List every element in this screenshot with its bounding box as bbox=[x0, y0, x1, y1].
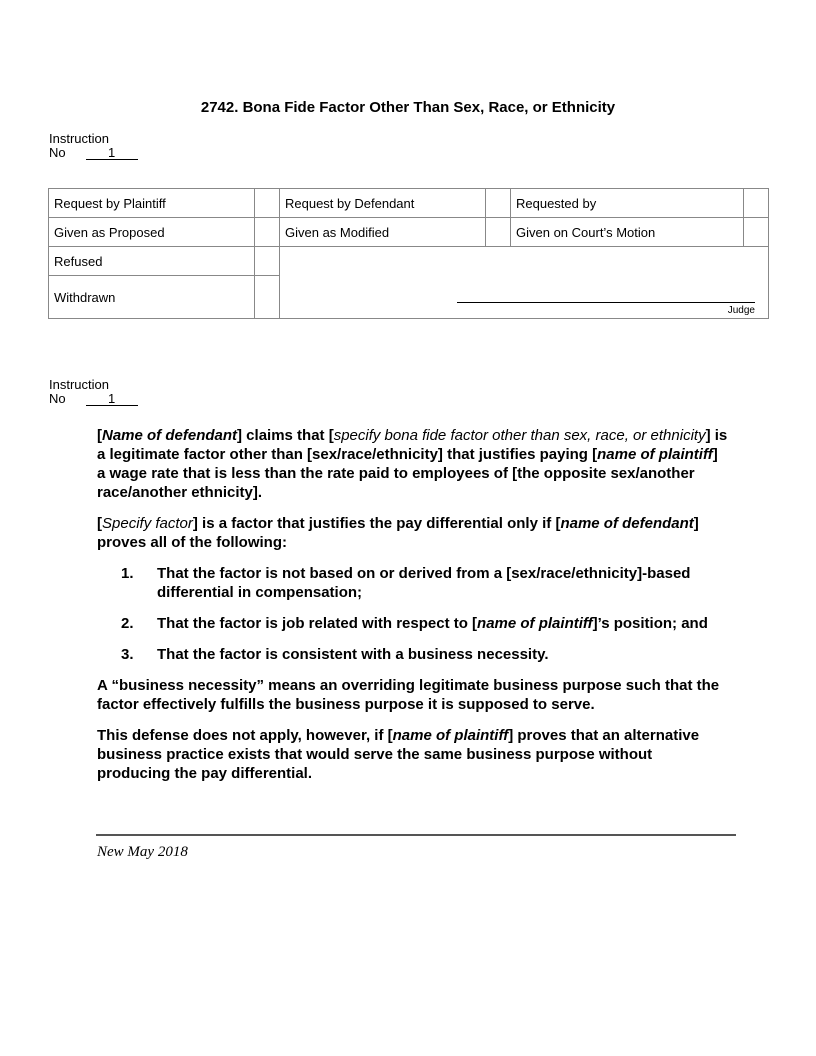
paragraph-text: ] is a legitimate factor other than [sex/race/ethnicity] that justifies paying [ bbox=[97, 427, 728, 463]
bracket: [ bbox=[97, 427, 102, 444]
paragraph-business-necessity: A “business necessity” means an overriding legitimate business purpose such that the factor effectively fulfills the business purpose it is supposed to serve. bbox=[97, 677, 720, 713]
placeholder-bona-fide-factor: specify bona fide factor other than sex, race, or ethnicity bbox=[333, 427, 706, 444]
instruction-number-block bbox=[49, 132, 138, 160]
paragraph-text: ] proves all of the following: bbox=[97, 515, 699, 551]
list-item-text: That the factor is consistent with a business necessity. bbox=[157, 646, 549, 663]
placeholder-name-of-plaintiff: name of plaintiff bbox=[597, 446, 713, 463]
list-item-text: That the factor is not based on or derived from a [sex/race/ethnicity]-based differential in compensation; bbox=[157, 565, 691, 601]
given-on-courts-motion-label: Given on Court’s Motion bbox=[511, 218, 744, 247]
paragraph-text: ] claims that [ bbox=[237, 427, 334, 444]
instruction-body bbox=[97, 426, 729, 795]
paragraph-text: This defense does not apply, however, if [ bbox=[97, 727, 393, 744]
revision-note: New May 2018 bbox=[97, 844, 188, 860]
list-item-number: 1. bbox=[121, 565, 134, 582]
elements-list bbox=[97, 564, 729, 664]
list-item bbox=[97, 564, 729, 602]
list-item-text: ]’s position; and bbox=[592, 615, 708, 632]
bracket: [ bbox=[97, 515, 102, 532]
no-label: No bbox=[49, 145, 66, 160]
page-title: 2742. Bona Fide Factor Other Than Sex, Race, or Ethnicity bbox=[200, 99, 616, 116]
instruction-label: Instruction bbox=[49, 131, 109, 146]
request-by-plaintiff-label: Request by Plaintiff bbox=[49, 189, 255, 218]
placeholder-name-of-plaintiff: name of plaintiff bbox=[477, 615, 593, 632]
given-as-proposed-checkbox[interactable] bbox=[255, 218, 280, 247]
given-on-courts-motion-checkbox[interactable] bbox=[744, 218, 769, 247]
list-item bbox=[97, 614, 729, 633]
list-item-number: 2. bbox=[121, 615, 134, 632]
divider bbox=[96, 834, 736, 836]
given-as-proposed-label: Given as Proposed bbox=[49, 218, 255, 247]
withdrawn-label: Withdrawn bbox=[49, 276, 255, 319]
paragraph-claim bbox=[97, 426, 729, 502]
judge-signature-line[interactable] bbox=[457, 302, 755, 303]
instruction-number: 1 bbox=[86, 147, 138, 160]
list-item bbox=[97, 645, 729, 664]
refused-checkbox[interactable] bbox=[255, 247, 280, 276]
request-by-defendant-label: Request by Defendant bbox=[280, 189, 486, 218]
placeholder-name-of-defendant: name of defendant bbox=[560, 515, 694, 532]
placeholder-specify-factor: Specify factor bbox=[102, 515, 193, 532]
requested-by-checkbox[interactable] bbox=[744, 189, 769, 218]
request-by-plaintiff-checkbox[interactable] bbox=[255, 189, 280, 218]
paragraph-text: ] a wage rate that is less than the rate paid to employees of [the opposite sex/another race/another ethnicity]. bbox=[97, 446, 718, 501]
judge-label: Judge bbox=[727, 305, 755, 316]
instruction-number-block-2 bbox=[49, 378, 138, 406]
paragraph-defense bbox=[97, 726, 729, 783]
instruction-number-2: 1 bbox=[86, 393, 138, 406]
list-item-text: That the factor is job related with respect to [ bbox=[157, 615, 478, 632]
judge-signature-cell bbox=[280, 247, 769, 319]
refused-label: Refused bbox=[49, 247, 255, 276]
paragraph-text: ] proves that an alternative business practice exists that would serve the same business purpose without producing the pay differential. bbox=[97, 727, 700, 782]
request-by-defendant-checkbox[interactable] bbox=[486, 189, 511, 218]
placeholder-name-of-defendant: Name of defendant bbox=[102, 427, 238, 444]
requested-by-label: Requested by bbox=[511, 189, 744, 218]
instruction-no-row bbox=[49, 146, 138, 160]
paragraph-factor bbox=[97, 514, 729, 552]
withdrawn-checkbox[interactable] bbox=[255, 276, 280, 319]
instruction-label-2: Instruction bbox=[49, 377, 109, 392]
paragraph-text: ] is a factor that justifies the pay differential only if [ bbox=[192, 515, 561, 532]
placeholder-name-of-plaintiff: name of plaintiff bbox=[392, 727, 509, 744]
no-label-2: No bbox=[49, 391, 66, 406]
given-as-modified-label: Given as Modified bbox=[280, 218, 486, 247]
instruction-no-row-2 bbox=[49, 392, 138, 406]
list-item-number: 3. bbox=[121, 646, 134, 663]
given-as-modified-checkbox[interactable] bbox=[486, 218, 511, 247]
request-status-table bbox=[48, 188, 769, 319]
